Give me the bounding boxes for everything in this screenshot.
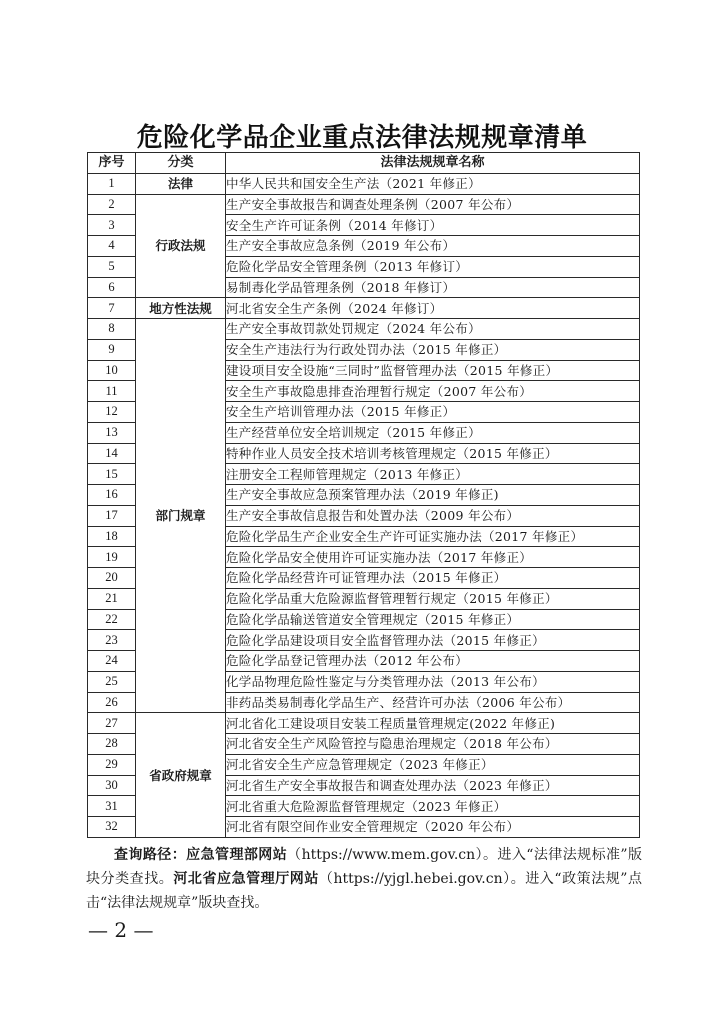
row-regulation-name: 危险化学品输送管道安全管理规定（2015 年修正）: [226, 609, 640, 630]
row-seq: 28: [88, 734, 136, 755]
row-regulation-name: 河北省安全生产条例（2024 年修订）: [226, 298, 640, 319]
regulations-table: [87, 152, 640, 838]
row-regulation-name: 河北省安全生产应急管理规定（2023 年修正）: [226, 754, 640, 775]
note-site2-url: （https://yjgl.hebei.gov.cn）。进入“政策法规”点击“法律法规规章”版块查找。: [86, 871, 643, 911]
row-regulation-name: 危险化学品建设项目安全监督管理办法（2015 年修正）: [226, 630, 640, 651]
row-regulation-name: 河北省重大危险源监督管理规定（2023 年修正）: [226, 796, 640, 817]
row-seq: 22: [88, 609, 136, 630]
row-regulation-name: 安全生产培训管理办法（2015 年修正）: [226, 402, 640, 423]
row-seq: 24: [88, 651, 136, 672]
row-regulation-name: 危险化学品登记管理办法（2012 年公布）: [226, 651, 640, 672]
row-seq: 9: [88, 339, 136, 360]
row-regulation-name: 生产安全事故信息报告和处置办法（2009 年公布）: [226, 505, 640, 526]
row-regulation-name: 易制毒化学品管理条例（2018 年修订）: [226, 277, 640, 298]
row-regulation-name: 安全生产违法行为行政处罚办法（2015 年修正）: [226, 339, 640, 360]
row-seq: 6: [88, 277, 136, 298]
row-category: 部门规章: [136, 319, 226, 713]
header-name: 法律法规规章名称: [226, 153, 640, 174]
row-regulation-name: 生产经营单位安全培训规定（2015 年修正）: [226, 422, 640, 443]
table-row: [88, 298, 640, 319]
row-regulation-name: 安全生产事故隐患排查治理暂行规定（2007 年公布）: [226, 381, 640, 402]
row-category: 省政府规章: [136, 713, 226, 838]
row-regulation-name: 非药品类易制毒化学品生产、经营许可办法（2006 年公布）: [226, 692, 640, 713]
row-seq: 7: [88, 298, 136, 319]
row-seq: 31: [88, 796, 136, 817]
row-category: 法律: [136, 173, 226, 194]
row-seq: 4: [88, 236, 136, 257]
row-seq: 11: [88, 381, 136, 402]
row-seq: 5: [88, 256, 136, 277]
row-regulation-name: 河北省有限空间作业安全管理规定（2020 年公布）: [226, 817, 640, 838]
row-seq: 15: [88, 464, 136, 485]
row-seq: 14: [88, 443, 136, 464]
row-seq: 27: [88, 713, 136, 734]
row-seq: 23: [88, 630, 136, 651]
table-header-row: [88, 153, 640, 174]
row-regulation-name: 生产安全事故罚款处罚规定（2024 年公布）: [226, 319, 640, 340]
row-regulation-name: 河北省生产安全事故报告和调查处理办法（2023 年修正）: [226, 775, 640, 796]
table-row: [88, 713, 640, 734]
row-regulation-name: 安全生产许可证条例（2014 年修订）: [226, 215, 640, 236]
row-category: 地方性法规: [136, 298, 226, 319]
row-regulation-name: 河北省化工建设项目安装工程质量管理规定(2022 年修正): [226, 713, 640, 734]
row-regulation-name: 注册安全工程师管理规定（2013 年修正）: [226, 464, 640, 485]
row-seq: 13: [88, 422, 136, 443]
row-regulation-name: 危险化学品安全使用许可证实施办法（2017 年修正）: [226, 547, 640, 568]
note-label: 查询路径：: [114, 847, 187, 863]
row-seq: 1: [88, 173, 136, 194]
row-seq: 17: [88, 505, 136, 526]
row-seq: 30: [88, 775, 136, 796]
row-seq: 3: [88, 215, 136, 236]
row-regulation-name: 特种作业人员安全技术培训考核管理规定（2015 年修正）: [226, 443, 640, 464]
row-seq: 16: [88, 485, 136, 506]
row-seq: 26: [88, 692, 136, 713]
row-seq: 21: [88, 588, 136, 609]
table-row: [88, 173, 640, 194]
row-seq: 2: [88, 194, 136, 215]
query-note: [86, 843, 642, 915]
row-category: 行政法规: [136, 194, 226, 298]
row-regulation-name: 化学品物理危险性鉴定与分类管理办法（2013 年公布）: [226, 671, 640, 692]
header-category: 分类: [136, 153, 226, 174]
row-regulation-name: 危险化学品经营许可证管理办法（2015 年修正）: [226, 568, 640, 589]
row-seq: 12: [88, 402, 136, 423]
table-row: [88, 194, 640, 215]
page-title: 危险化学品企业重点法律法规规章清单: [136, 123, 588, 153]
row-regulation-name: 危险化学品生产企业安全生产许可证实施办法（2017 年修正）: [226, 526, 640, 547]
row-regulation-name: 河北省安全生产风险管控与隐患治理规定（2018 年公布）: [226, 734, 640, 755]
row-regulation-name: 危险化学品重大危险源监督管理暂行规定（2015 年修正）: [226, 588, 640, 609]
note-site1-url: （https://www.mem.gov.cn）。进入“法律法规标准”版块分类查找。: [86, 847, 643, 887]
row-seq: 20: [88, 568, 136, 589]
note-site1-name: 应急管理部网站: [186, 847, 288, 863]
header-seq: 序号: [88, 153, 136, 174]
row-regulation-name: 生产安全事故报告和调查处理条例（2007 年公布）: [226, 194, 640, 215]
row-regulation-name: 中华人民共和国安全生产法（2021 年修正）: [226, 173, 640, 194]
row-seq: 29: [88, 754, 136, 775]
row-seq: 19: [88, 547, 136, 568]
row-regulation-name: 生产安全事故应急条例（2019 年公布）: [226, 236, 640, 257]
note-site2-name: 河北省应急管理厅网站: [173, 871, 319, 887]
page-number: — 2 —: [88, 918, 154, 942]
row-seq: 25: [88, 671, 136, 692]
row-seq: 32: [88, 817, 136, 838]
table-row: [88, 319, 640, 340]
row-regulation-name: 危险化学品安全管理条例（2013 年修订）: [226, 256, 640, 277]
row-seq: 8: [88, 319, 136, 340]
row-seq: 10: [88, 360, 136, 381]
row-seq: 18: [88, 526, 136, 547]
table-body: [88, 173, 640, 837]
row-regulation-name: 建设项目安全设施“三同时”监督管理办法（2015 年修正）: [226, 360, 640, 381]
row-regulation-name: 生产安全事故应急预案管理办法（2019 年修正): [226, 485, 640, 506]
